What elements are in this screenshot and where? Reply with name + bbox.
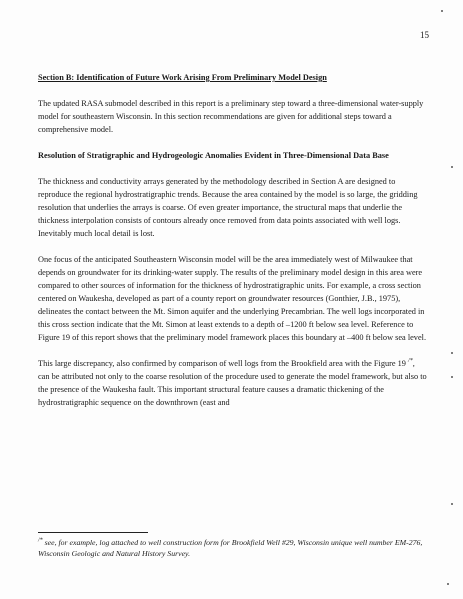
scan-speck [451, 503, 453, 505]
paragraph-thickness-arrays: The thickness and conductivity arrays generated by the methodology described in Section A are designed to reproduce the regional hydrostratigraphic trends. Because the area contained by the model is so large, the gridding resolution that underlies the arrays is coarse. Of even greater importance, the structural maps that underlie the thickness interpolation consists of contours already once removed from data points associated with well logs. Inevitably much local detail is lost. [38, 177, 418, 238]
sub-heading: Resolution of Stratigraphic and Hydrogeologic Anomalies Evident in Three-Dimensional Data Base [38, 151, 389, 160]
page-body [38, 71, 428, 422]
section-heading: Section B: Identification of Future Work Arising From Preliminary Model Design [38, 73, 327, 82]
discrepancy-text-end: , can be attributed not only to the coarse resolution of the procedure used to generate the model framework, but also to the presence of the Waukesha fault. This important structural feature causes a dramatic thickening of the hydrostratigraphic sequence on the downthrown (east and [38, 359, 427, 407]
footnote-text: see, for example, log attached to well construction form for Brookfield Well #29, Wisconsin unique well number EM-276, Wisconsin Geologic and Natural History Survey. [38, 538, 423, 558]
page-number: 15 [420, 30, 429, 40]
scan-speck [447, 583, 449, 585]
discrepancy-text-start: This large discrepancy, also confirmed by comparison of well logs from the Brookfield area with the Figure 19 [38, 359, 409, 368]
footnote-reference: /* [408, 358, 413, 365]
footnote-marker: /* [38, 537, 43, 544]
footnote [38, 537, 428, 559]
scan-speck [451, 166, 453, 168]
paragraph-milwaukee-focus: One focus of the anticipated Southeastern Wisconsin model will be the area immediately west of Milwaukee that depends on groundwater for its drinking-water supply. The results of the preliminary model design in this area were compared to other sources of information for the thickness of hydrostratigraphic units. For example, a cross section centered on Waukesha, developed as part of a county report on groundwater resources (Gonthier, J.B., 1975), delineates the contact between the Mt. Simon aquifer and the underlying Precambrian. The well logs incorporated in this cross section indicate that the Mt. Simon at least extends to a depth of –1200 ft below sea level. Reference to Figure 19 of this report shows that the preliminary model framework places this boundary at –400 ft below sea level. [38, 255, 427, 342]
scan-speck [441, 10, 443, 12]
footnote-divider [38, 532, 148, 533]
paragraph-discrepancy [38, 357, 428, 409]
intro-paragraph: The updated RASA submodel described in this report is a preliminary step toward a three-dimensional water-supply model for southeastern Wisconsin. In this section recommendations are given for additional steps toward a comprehensive model. [38, 99, 424, 134]
scan-speck [451, 376, 453, 378]
scan-speck [451, 352, 453, 354]
